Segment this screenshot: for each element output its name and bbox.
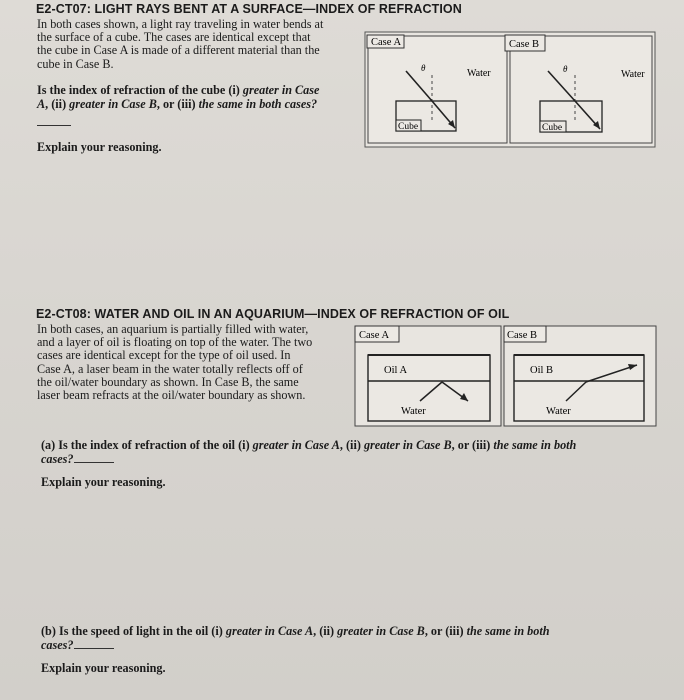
ct07-option-a-end: A bbox=[37, 97, 46, 111]
case-a-label: Case A bbox=[359, 330, 390, 341]
ct08-question-b bbox=[41, 624, 661, 652]
water-label-b: Water bbox=[621, 69, 645, 80]
ct08-heading: E2-CT08: WATER AND OIL IN AN AQUARIUM—INDEX OF REFRACTION OF OIL bbox=[36, 307, 510, 321]
ct07-option-a: greater in Case bbox=[242, 83, 320, 97]
question-a-label: (a) bbox=[41, 438, 56, 452]
question-b-text: , (ii) bbox=[313, 624, 338, 638]
ct08-intro-line: the oil/water boundary as shown. In Case B, the same bbox=[37, 374, 299, 389]
question-a-option-c-end: cases? bbox=[41, 452, 74, 466]
ct08-intro-line: laser beam refracts at the oil/water boundary as shown. bbox=[37, 388, 306, 403]
ct07-intro-line: In both cases shown, a light ray traveling in water bends at bbox=[37, 17, 324, 31]
question-b-label: (b) bbox=[41, 624, 56, 638]
water-label-a: Water bbox=[401, 406, 426, 417]
ct08-question-a bbox=[41, 438, 661, 466]
case-b-label: Case B bbox=[507, 330, 538, 341]
oil-a-label: Oil A bbox=[384, 365, 408, 376]
question-a-text: , (ii) bbox=[339, 438, 364, 452]
ct08-intro-line: In both cases, an aquarium is partially filled with water, bbox=[37, 322, 309, 336]
question-b-option-b: greater in Case B bbox=[337, 624, 425, 638]
ct07-intro-line: cube in Case B. bbox=[37, 56, 114, 71]
ct07-answer-blank[interactable] bbox=[37, 125, 71, 126]
question-a-option-b: greater in Case B bbox=[363, 438, 452, 452]
ct08-explain-a: Explain your reasoning. bbox=[41, 475, 166, 489]
ct08-explain-b: Explain your reasoning. bbox=[41, 661, 166, 675]
question-b-answer-blank[interactable] bbox=[74, 648, 114, 649]
ct07-figure bbox=[364, 31, 656, 149]
cube-b-label: Cube bbox=[542, 123, 563, 133]
ct08-intro-line: cases are identical except for the type of oil used. In bbox=[37, 348, 291, 363]
ct07-intro-line: the surface of a cube. The cases are identical except that bbox=[37, 30, 311, 45]
ct08-intro-line: Case A, a laser beam in the water totally reflects off of bbox=[37, 361, 303, 376]
question-a-answer-blank[interactable] bbox=[74, 462, 114, 463]
question-a-option-c: the same in both bbox=[493, 438, 577, 452]
ct07-intro-line: the cube in Case A is made of a different material than the bbox=[37, 43, 320, 58]
ct08-intro bbox=[37, 323, 357, 402]
ct07-option-b: greater in Case B bbox=[69, 97, 157, 111]
water-label-b: Water bbox=[546, 406, 571, 417]
ct07-intro bbox=[37, 18, 357, 71]
question-b-option-c: the same in both bbox=[466, 624, 550, 638]
question-a-text: Is the index of refraction of the oil (i) bbox=[55, 438, 253, 452]
ct07-question bbox=[37, 83, 367, 111]
water-label-a: Water bbox=[467, 68, 491, 79]
question-b-text: Is the speed of light in the oil (i) bbox=[55, 624, 226, 638]
ct07-option-c: the same in both cases? bbox=[198, 97, 318, 111]
question-b-option-c-end: cases? bbox=[41, 638, 74, 652]
ct07-question-text: , or (iii) bbox=[156, 97, 199, 111]
case-b-label: Case B bbox=[509, 39, 540, 50]
ct08-figure bbox=[354, 325, 658, 429]
ct07-question-text: Is the index of refraction of the cube (i) bbox=[37, 83, 243, 97]
question-b-option-a: greater in Case A bbox=[225, 624, 314, 638]
ct08-intro-line: and a layer of oil is floating on top of the water. The two bbox=[37, 335, 313, 350]
ct07-heading: E2-CT07: LIGHT RAYS BENT AT A SURFACE—INDEX OF REFRACTION bbox=[36, 2, 462, 16]
case-a-label: Case A bbox=[371, 37, 402, 48]
question-a-option-a: greater in Case A bbox=[252, 438, 340, 452]
oil-b-label: Oil B bbox=[530, 365, 554, 376]
theta-b-label: θ bbox=[563, 64, 568, 74]
ct07-explain: Explain your reasoning. bbox=[37, 140, 162, 154]
question-b-text: , or (iii) bbox=[424, 624, 467, 638]
question-a-text: , or (iii) bbox=[451, 438, 494, 452]
theta-a-label: θ bbox=[421, 63, 426, 73]
ct07-question-text: , (ii) bbox=[45, 97, 70, 111]
cube-a-label: Cube bbox=[398, 122, 419, 132]
